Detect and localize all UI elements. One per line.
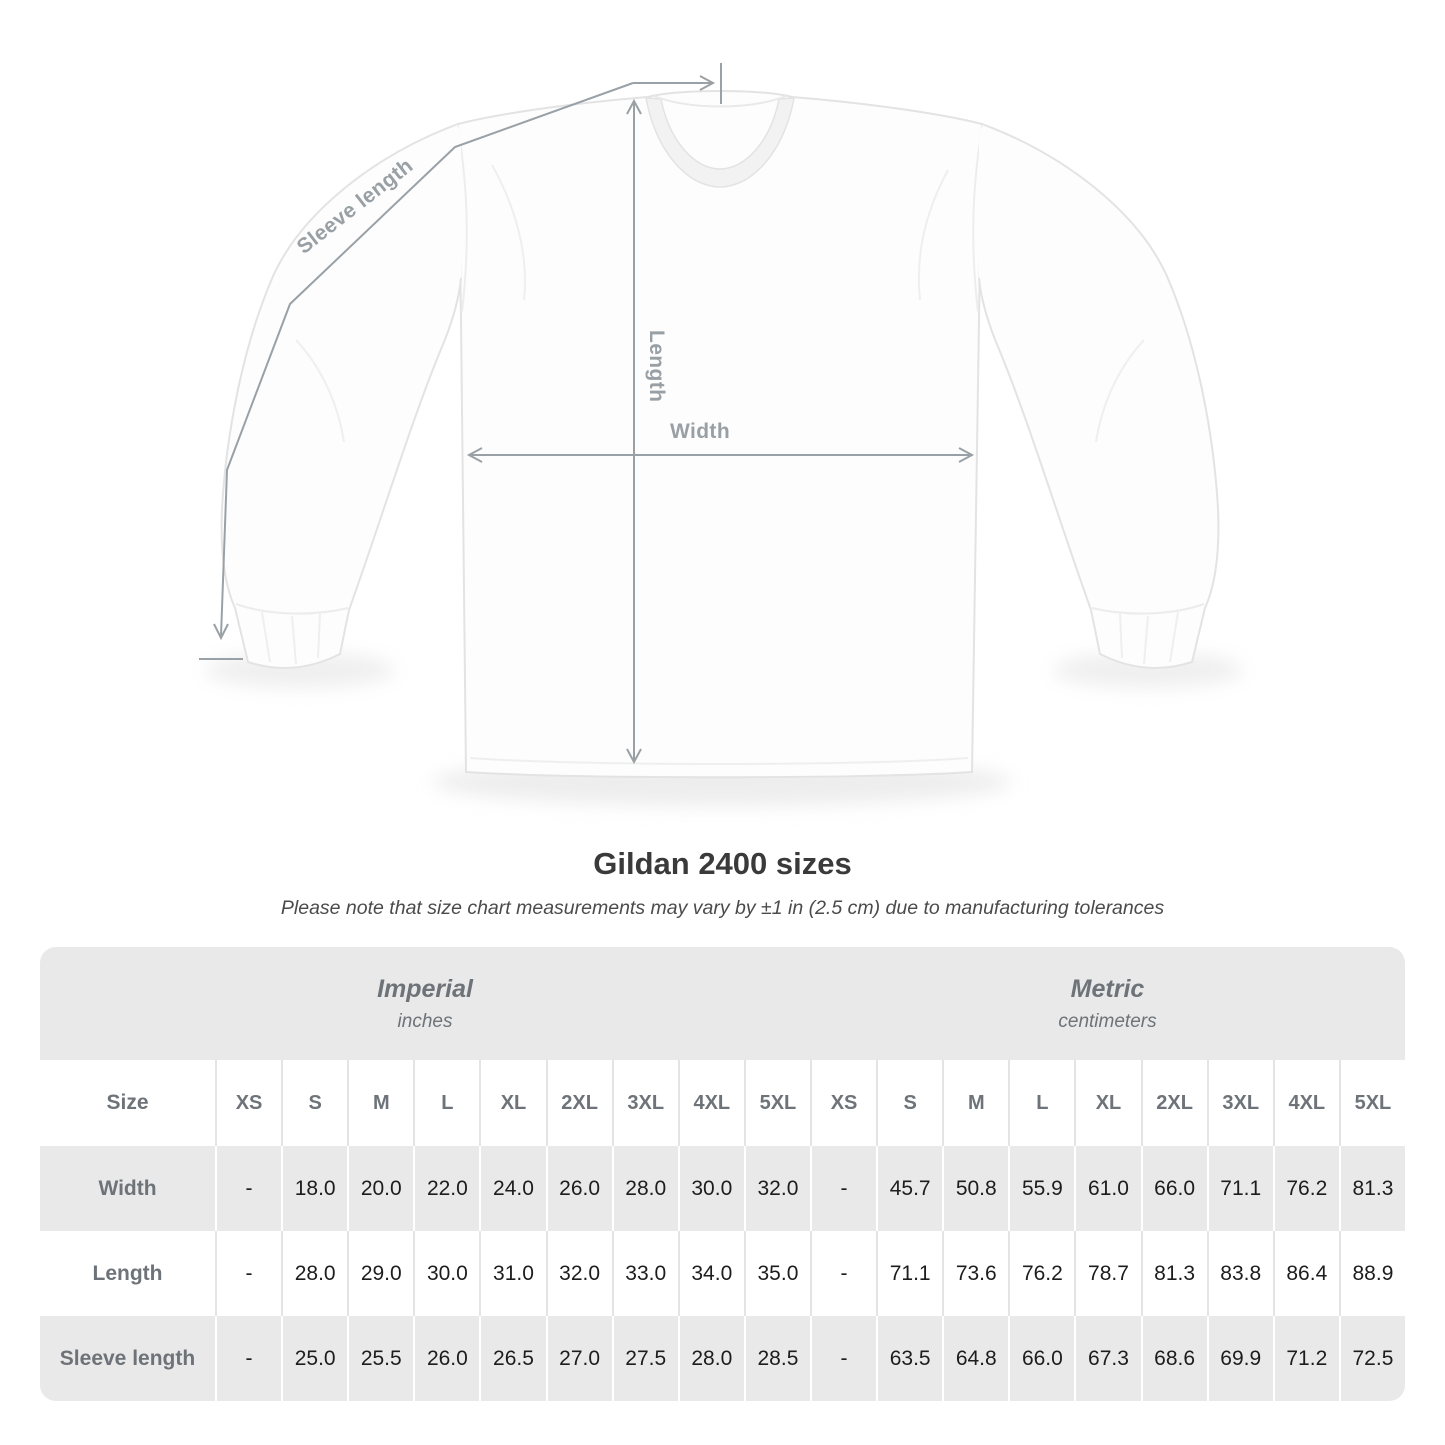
size-header-cell: XL bbox=[1074, 1060, 1140, 1146]
size-header-cell: L bbox=[413, 1060, 479, 1146]
table-cell: 33.0 bbox=[612, 1231, 678, 1316]
table-cell: 30.0 bbox=[678, 1146, 744, 1231]
size-header-cell: 5XL bbox=[744, 1060, 810, 1146]
table-cell: 86.4 bbox=[1273, 1231, 1339, 1316]
table-cell: 26.0 bbox=[413, 1316, 479, 1401]
table-cell: 27.5 bbox=[612, 1316, 678, 1401]
table-cell: 71.1 bbox=[876, 1231, 942, 1316]
table-cell: 76.2 bbox=[1273, 1146, 1339, 1231]
table-cell: 28.0 bbox=[281, 1231, 347, 1316]
table-cell: 22.0 bbox=[413, 1146, 479, 1231]
size-header-cell: M bbox=[347, 1060, 413, 1146]
width-label: Width bbox=[669, 420, 731, 443]
table-cell: 27.0 bbox=[546, 1316, 612, 1401]
size-header-cell: L bbox=[1008, 1060, 1074, 1146]
table-cell: 81.3 bbox=[1339, 1146, 1405, 1231]
size-header-cell: 4XL bbox=[1273, 1060, 1339, 1146]
table-cell: 55.9 bbox=[1008, 1146, 1074, 1231]
table-cell: 61.0 bbox=[1074, 1146, 1140, 1231]
table-cell: 25.5 bbox=[347, 1316, 413, 1401]
table-cell: 63.5 bbox=[876, 1316, 942, 1401]
size-header-cell: 5XL bbox=[1339, 1060, 1405, 1146]
table-cell: - bbox=[215, 1316, 281, 1401]
page-subtitle: Please note that size chart measurements may vary by ±1 in (2.5 cm) due to manufacturing tolerances bbox=[280, 897, 1165, 919]
table-cell: 25.0 bbox=[281, 1316, 347, 1401]
metric-group-name: Metric bbox=[1070, 974, 1145, 1003]
table-cell: 50.8 bbox=[942, 1146, 1008, 1231]
length-label: Length bbox=[645, 330, 668, 403]
imperial-group-name: Imperial bbox=[377, 974, 473, 1003]
size-header-cell: S bbox=[876, 1060, 942, 1146]
size-header-cell: 2XL bbox=[1141, 1060, 1207, 1146]
table-cell: - bbox=[215, 1146, 281, 1231]
table-cell: 71.2 bbox=[1273, 1316, 1339, 1401]
table-cell: - bbox=[215, 1231, 281, 1316]
table-cell: 66.0 bbox=[1141, 1146, 1207, 1231]
table-cell: 68.6 bbox=[1141, 1316, 1207, 1401]
table-cell: 31.0 bbox=[479, 1231, 545, 1316]
table-cell: 26.5 bbox=[479, 1316, 545, 1401]
imperial-group-unit: inches bbox=[397, 1010, 453, 1032]
row-label-length: Length bbox=[40, 1231, 215, 1316]
table-cell: 88.9 bbox=[1339, 1231, 1405, 1316]
table-cell: 81.3 bbox=[1141, 1231, 1207, 1316]
table-cell: 73.6 bbox=[942, 1231, 1008, 1316]
table-cell: 32.0 bbox=[744, 1146, 810, 1231]
size-header-cell: S bbox=[281, 1060, 347, 1146]
shirt-right-sleeve bbox=[979, 124, 1218, 668]
metric-group-header bbox=[810, 947, 1405, 1060]
size-table bbox=[40, 947, 1405, 1401]
size-header-cell: 3XL bbox=[612, 1060, 678, 1146]
sleeve-length-label: Sleeve length bbox=[292, 153, 418, 259]
table-cell: 30.0 bbox=[413, 1231, 479, 1316]
table-cell: 34.0 bbox=[678, 1231, 744, 1316]
size-header-cell: XS bbox=[810, 1060, 876, 1146]
size-header-cell: XL bbox=[479, 1060, 545, 1146]
size-header-cell: 3XL bbox=[1207, 1060, 1273, 1146]
table-cell: 45.7 bbox=[876, 1146, 942, 1231]
table-cell: - bbox=[810, 1146, 876, 1231]
table-cell: 64.8 bbox=[942, 1316, 1008, 1401]
imperial-group-header bbox=[40, 947, 810, 1060]
table-cell: 28.0 bbox=[612, 1146, 678, 1231]
table-cell: - bbox=[810, 1231, 876, 1316]
table-cell: 26.0 bbox=[546, 1146, 612, 1231]
table-cell: 32.0 bbox=[546, 1231, 612, 1316]
table-cell: 67.3 bbox=[1074, 1316, 1140, 1401]
table-cell: 20.0 bbox=[347, 1146, 413, 1231]
table-cell: 72.5 bbox=[1339, 1316, 1405, 1401]
table-cell: 28.5 bbox=[744, 1316, 810, 1401]
table-cell: 69.9 bbox=[1207, 1316, 1273, 1401]
table-cell: 76.2 bbox=[1008, 1231, 1074, 1316]
table-cell: 28.0 bbox=[678, 1316, 744, 1401]
table-cell: 78.7 bbox=[1074, 1231, 1140, 1316]
table-cell: 24.0 bbox=[479, 1146, 545, 1231]
size-column-header: Size bbox=[40, 1060, 215, 1146]
table-cell: 66.0 bbox=[1008, 1316, 1074, 1401]
table-cell: 71.1 bbox=[1207, 1146, 1273, 1231]
page-title: Gildan 2400 sizes bbox=[593, 846, 852, 881]
row-label-width: Width bbox=[40, 1146, 215, 1231]
size-header-cell: M bbox=[942, 1060, 1008, 1146]
size-header-cell: XS bbox=[215, 1060, 281, 1146]
table-cell: - bbox=[810, 1316, 876, 1401]
table-cell: 18.0 bbox=[281, 1146, 347, 1231]
size-header-cell: 4XL bbox=[678, 1060, 744, 1146]
metric-group-unit: centimeters bbox=[1058, 1010, 1157, 1032]
row-label-sleeve-length: Sleeve length bbox=[40, 1316, 215, 1401]
table-cell: 35.0 bbox=[744, 1231, 810, 1316]
table-cell: 29.0 bbox=[347, 1231, 413, 1316]
table-cell: 83.8 bbox=[1207, 1231, 1273, 1316]
size-header-cell: 2XL bbox=[546, 1060, 612, 1146]
